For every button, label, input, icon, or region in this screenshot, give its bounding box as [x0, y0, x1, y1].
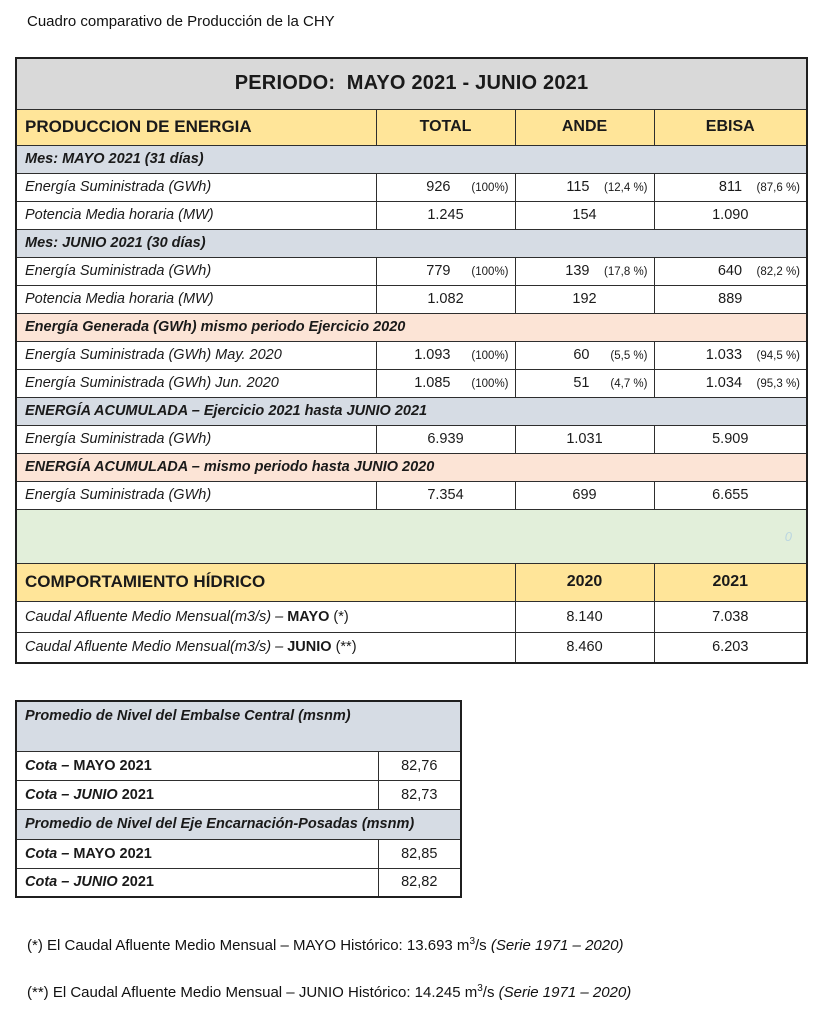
cell-total-potencia-mayo: 1.245 — [376, 201, 515, 229]
value: 779 — [426, 263, 451, 279]
cell-ande-jun-2020 — [515, 369, 654, 397]
label-part-italic: Cota – — [25, 845, 74, 862]
value-percent: (87,6 %) — [756, 182, 801, 194]
table-row — [16, 285, 807, 313]
label-part-italic: Cota – JUNIO — [25, 786, 122, 803]
level-header-central-row — [16, 701, 461, 751]
footnote-unit: /s — [475, 937, 491, 954]
label-part-bold: 2021 — [121, 786, 154, 803]
faint-watermark-zero: 0 — [784, 528, 793, 544]
cell-ebisa-may-2020 — [654, 341, 807, 369]
row-label-cota-eje-mayo — [16, 839, 378, 868]
label-part-bold: MAYO 2021 — [73, 757, 152, 774]
row-label-energia-junio: Energía Suministrada (GWh) — [16, 257, 376, 285]
value: 640 — [717, 263, 743, 279]
section-label-generada-2020: Energía Generada (GWh) mismo periodo Ejercicio 2020 — [16, 313, 807, 341]
cell-caudal-junio-2021: 6.203 — [654, 632, 807, 663]
label-part-month: MAYO — [287, 608, 330, 625]
cell-caudal-junio-2020: 8.460 — [515, 632, 654, 663]
cell-cota-central-junio: 82,73 — [378, 780, 461, 809]
cell-ebisa-potencia-mayo: 1.090 — [654, 201, 807, 229]
cell-ebisa-acum-2021: 5.909 — [654, 425, 807, 453]
value: 1.085 — [414, 375, 451, 391]
section-row-junio-2021 — [16, 229, 807, 257]
page-title: Cuadro comparativo de Producción de la CHY — [27, 13, 335, 30]
value: 51 — [573, 375, 590, 391]
section-row-acumulada-2021 — [16, 397, 807, 425]
row-label-energia-acum-2020: Energía Suministrada (GWh) — [16, 481, 376, 509]
hydro-section-title: COMPORTAMIENTO HÍDRICO — [16, 563, 515, 601]
row-label-energia-jun-2020: Energía Suministrada (GWh) Jun. 2020 — [16, 369, 376, 397]
cell-ebisa-jun-2020 — [654, 369, 807, 397]
footnote-serie: (Serie 1971 – 2020) — [498, 984, 632, 1001]
reservoir-level-table — [15, 700, 462, 898]
footnote-unit: /s — [482, 984, 499, 1001]
label-part-bold: 2021 — [121, 874, 154, 891]
superscript-3: 3 — [477, 983, 483, 994]
production-table — [15, 57, 808, 664]
table-row — [16, 868, 461, 897]
label-part-note: (**) — [331, 639, 357, 656]
footnote-text: (*) El Caudal Afluente Medio Mensual – MAYO Histórico: 13.693 m — [27, 937, 470, 954]
cell-caudal-mayo-2021: 7.038 — [654, 601, 807, 632]
table-row — [16, 481, 807, 509]
value: 1.034 — [705, 375, 743, 391]
column-header-ande: ANDE — [515, 109, 654, 145]
section-row-generada-2020 — [16, 313, 807, 341]
column-header-row — [16, 109, 807, 145]
section-label-acumulada-2021: ENERGÍA ACUMULADA – Ejercicio 2021 hasta JUNIO 2021 — [16, 397, 807, 425]
value: 1.093 — [414, 347, 451, 363]
row-label-potencia-junio: Potencia Media horaria (MW) — [16, 285, 376, 313]
cell-total-energia-junio — [376, 257, 515, 285]
footnote-serie: (Serie 1971 – 2020) — [490, 937, 624, 954]
cell-ebisa-potencia-junio: 889 — [654, 285, 807, 313]
level-header-eje-row — [16, 809, 461, 839]
cell-total-acum-2020: 7.354 — [376, 481, 515, 509]
cell-total-jun-2020 — [376, 369, 515, 397]
level-header-central: Promedio de Nivel del Embalse Central (msnm) — [16, 701, 461, 751]
table-row — [16, 173, 807, 201]
row-label-caudal-mayo — [16, 601, 515, 632]
table-row — [16, 839, 461, 868]
hydro-header-row — [16, 563, 807, 601]
cell-ande-may-2020 — [515, 341, 654, 369]
cell-ebisa-energia-junio — [654, 257, 807, 285]
cell-ande-energia-mayo — [515, 173, 654, 201]
cell-ande-acum-2021: 1.031 — [515, 425, 654, 453]
row-label-potencia-mayo: Potencia Media horaria (MW) — [16, 201, 376, 229]
column-header-total: TOTAL — [376, 109, 515, 145]
cell-total-potencia-junio: 1.082 — [376, 285, 515, 313]
cell-cota-eje-mayo: 82,85 — [378, 839, 461, 868]
row-label-cota-central-junio — [16, 780, 378, 809]
section-label-mayo-2021: Mes: MAYO 2021 (31 días) — [16, 145, 807, 173]
value-percent: (100%) — [471, 182, 509, 194]
cell-cota-eje-junio: 82,82 — [378, 868, 461, 897]
value: 115 — [566, 179, 590, 195]
value-percent: (17,8 %) — [604, 266, 648, 278]
table-row — [16, 425, 807, 453]
value: 139 — [565, 263, 590, 279]
value: 926 — [426, 179, 451, 195]
hydro-column-2020: 2020 — [515, 563, 654, 601]
table-row — [16, 369, 807, 397]
table-row — [16, 201, 807, 229]
value-percent: (5,5 %) — [610, 350, 648, 362]
value-percent: (100%) — [471, 350, 509, 362]
period-header-row — [16, 58, 807, 109]
row-label-energia-acum-2021: Energía Suministrada (GWh) — [16, 425, 376, 453]
section-row-mayo-2021 — [16, 145, 807, 173]
label-part-italic: Cota – — [25, 757, 74, 774]
section-label-acumulada-2020: ENERGÍA ACUMULADA – mismo periodo hasta JUNIO 2020 — [16, 453, 807, 481]
cell-ebisa-acum-2020: 6.655 — [654, 481, 807, 509]
cell-total-acum-2021: 6.939 — [376, 425, 515, 453]
table-row — [16, 257, 807, 285]
label-part-italic: Cota – JUNIO — [25, 874, 122, 891]
cell-ebisa-energia-mayo — [654, 173, 807, 201]
cell-ande-potencia-junio: 192 — [515, 285, 654, 313]
cell-total-energia-mayo — [376, 173, 515, 201]
footnote-text: (**) El Caudal Afluente Medio Mensual – JUNIO Histórico: 14.245 m — [27, 984, 478, 1001]
row-label-cota-central-mayo — [16, 751, 378, 780]
row-label-caudal-junio — [16, 632, 515, 663]
hydro-column-2021: 2021 — [654, 563, 807, 601]
level-header-eje: Promedio de Nivel del Eje Encarnación-Posadas (msnm) — [16, 809, 461, 839]
value-percent: (94,5 %) — [756, 350, 801, 362]
spacer-row — [16, 509, 807, 563]
table-row — [16, 601, 807, 632]
value-percent: (95,3 %) — [756, 378, 801, 390]
label-part-italic: Caudal Afluente Medio Mensual(m3/s) – — [25, 639, 288, 656]
cell-ande-potencia-mayo: 154 — [515, 201, 654, 229]
cell-total-may-2020 — [376, 341, 515, 369]
value: 1.033 — [705, 347, 743, 363]
table-row — [16, 632, 807, 663]
section-label-junio-2021: Mes: JUNIO 2021 (30 días) — [16, 229, 807, 257]
footnote-junio — [27, 983, 631, 1001]
value-percent: (82,2 %) — [756, 266, 801, 278]
cell-caudal-mayo-2020: 8.140 — [515, 601, 654, 632]
row-label-energia-may-2020: Energía Suministrada (GWh) May. 2020 — [16, 341, 376, 369]
superscript-3: 3 — [469, 936, 475, 947]
footnote-mayo — [27, 936, 623, 954]
column-header-ebisa: EBISA — [654, 109, 807, 145]
table-row — [16, 751, 461, 780]
value-percent: (100%) — [471, 266, 509, 278]
cell-ande-acum-2020: 699 — [515, 481, 654, 509]
cell-cota-central-mayo: 82,76 — [378, 751, 461, 780]
section-row-acumulada-2020 — [16, 453, 807, 481]
row-label-cota-eje-junio — [16, 868, 378, 897]
label-part-italic: Caudal Afluente Medio Mensual(m3/s) – — [25, 608, 288, 625]
label-part-bold: MAYO 2021 — [73, 845, 152, 862]
table-row — [16, 341, 807, 369]
cell-ande-energia-junio — [515, 257, 654, 285]
value-percent: (12,4 %) — [604, 182, 648, 194]
value-percent: (4,7 %) — [610, 378, 648, 390]
period-header: PERIODO: MAYO 2021 - JUNIO 2021 — [16, 58, 807, 109]
row-label-energia-mayo: Energía Suministrada (GWh) — [16, 173, 376, 201]
value: 60 — [573, 347, 590, 363]
label-part-month: JUNIO — [287, 639, 332, 656]
column-header-produccion: PRODUCCION DE ENERGIA — [16, 109, 376, 145]
table-row — [16, 780, 461, 809]
label-part-note: (*) — [329, 608, 349, 625]
green-spacer — [16, 509, 807, 563]
value-percent: (100%) — [471, 378, 509, 390]
value: 811 — [718, 179, 743, 195]
